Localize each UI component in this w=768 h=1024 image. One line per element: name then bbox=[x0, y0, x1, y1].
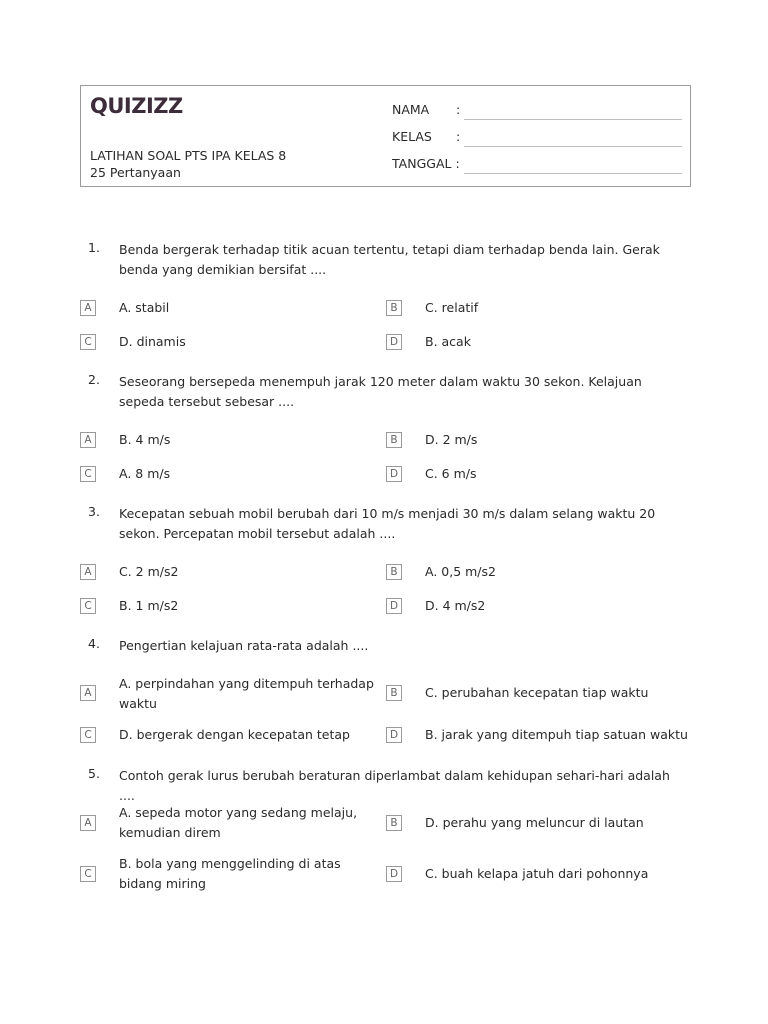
sheet-title: LATIHAN SOAL PTS IPA KELAS 8 bbox=[90, 148, 287, 163]
option-letter-box[interactable]: C bbox=[80, 466, 96, 482]
option-text: C. perubahan kecepatan tiap waktu bbox=[425, 685, 649, 700]
question-text: Contoh gerak lurus berubah beraturan diperlambat dalam kehidupan sehari-hari adalah .... bbox=[119, 768, 670, 803]
option-text: B. bola yang menggelinding di atas bidang miring bbox=[119, 856, 341, 891]
option-letter-box[interactable]: D bbox=[386, 598, 402, 614]
question-number: 2. bbox=[88, 372, 100, 387]
class-label: KELAS bbox=[392, 129, 432, 144]
option-text: A. 0,5 m/s2 bbox=[425, 564, 496, 579]
option-letter-box[interactable]: C bbox=[80, 727, 96, 743]
question-text: Kecepatan sebuah mobil berubah dari 10 m/s menjadi 30 m/s dalam selang waktu 20 sekon. Percepatan mobil tersebut adalah .... bbox=[119, 506, 656, 541]
option-text: B. jarak yang ditempuh tiap satuan waktu bbox=[425, 727, 688, 742]
name-field bbox=[392, 102, 460, 117]
option-text: A. 8 m/s bbox=[119, 466, 171, 481]
option-letter-box[interactable]: D bbox=[386, 334, 402, 350]
name-line[interactable] bbox=[464, 119, 682, 120]
class-field bbox=[392, 129, 460, 144]
option-text: B. 4 m/s bbox=[119, 432, 171, 447]
question-text: Benda bergerak terhadap titik acuan tertentu, tetapi diam terhadap benda lain. Gerak benda yang demikian bersifat .... bbox=[119, 242, 660, 277]
option-text: D. 2 m/s bbox=[425, 432, 478, 447]
option-letter-box[interactable]: C bbox=[80, 866, 96, 882]
worksheet-header bbox=[80, 85, 691, 187]
option-letter-box[interactable]: A bbox=[80, 432, 96, 448]
option-letter-box[interactable]: A bbox=[80, 815, 96, 831]
question-number: 1. bbox=[88, 240, 100, 255]
option-letter-box[interactable]: A bbox=[80, 300, 96, 316]
date-field bbox=[392, 156, 460, 171]
option-letter-box[interactable]: B bbox=[386, 300, 402, 316]
option-text: B. acak bbox=[425, 334, 471, 349]
option-text: D. perahu yang meluncur di lautan bbox=[425, 815, 644, 830]
option-text: C. relatif bbox=[425, 300, 479, 315]
class-line[interactable] bbox=[464, 146, 682, 147]
option-letter-box[interactable]: A bbox=[80, 564, 96, 580]
option-letter-box[interactable]: D bbox=[386, 466, 402, 482]
question-text: Seseorang bersepeda menempuh jarak 120 meter dalam waktu 30 sekon. Kelajuan sepeda tersebut sebesar .... bbox=[119, 374, 642, 409]
option-letter-box[interactable]: B bbox=[386, 432, 402, 448]
option-letter-box[interactable]: B bbox=[386, 685, 402, 701]
option-text: B. 1 m/s2 bbox=[119, 598, 179, 613]
option-text: A. stabil bbox=[119, 300, 170, 315]
option-letter-box[interactable]: C bbox=[80, 334, 96, 350]
question-text: Pengertian kelajuan rata-rata adalah .... bbox=[119, 638, 369, 653]
option-text: C. 6 m/s bbox=[425, 466, 477, 481]
date-label: TANGGAL bbox=[392, 156, 452, 171]
option-text: A. sepeda motor yang sedang melaju, kemudian direm bbox=[119, 805, 358, 840]
option-text: C. 2 m/s2 bbox=[119, 564, 179, 579]
class-sep: : bbox=[456, 129, 461, 144]
question-number: 5. bbox=[88, 766, 100, 781]
option-text: A. perpindahan yang ditempuh terhadap waktu bbox=[119, 676, 374, 711]
option-text: C. buah kelapa jatuh dari pohonnya bbox=[425, 866, 649, 881]
name-label: NAMA bbox=[392, 102, 430, 117]
question-number: 4. bbox=[88, 636, 100, 651]
option-letter-box[interactable]: D bbox=[386, 727, 402, 743]
date-line[interactable] bbox=[464, 173, 682, 174]
option-text: D. bergerak dengan kecepatan tetap bbox=[119, 727, 350, 742]
date-sep: : bbox=[455, 156, 460, 171]
question-count: 25 Pertanyaan bbox=[90, 165, 181, 180]
option-letter-box[interactable]: C bbox=[80, 598, 96, 614]
option-letter-box[interactable]: B bbox=[386, 564, 402, 580]
option-text: D. 4 m/s2 bbox=[425, 598, 486, 613]
option-text: D. dinamis bbox=[119, 334, 186, 349]
quizizz-logo: QUIZIZZ bbox=[90, 94, 183, 118]
name-sep: : bbox=[456, 102, 461, 117]
option-letter-box[interactable]: D bbox=[386, 866, 402, 882]
option-letter-box[interactable]: B bbox=[386, 815, 402, 831]
question-number: 3. bbox=[88, 504, 100, 519]
option-letter-box[interactable]: A bbox=[80, 685, 96, 701]
